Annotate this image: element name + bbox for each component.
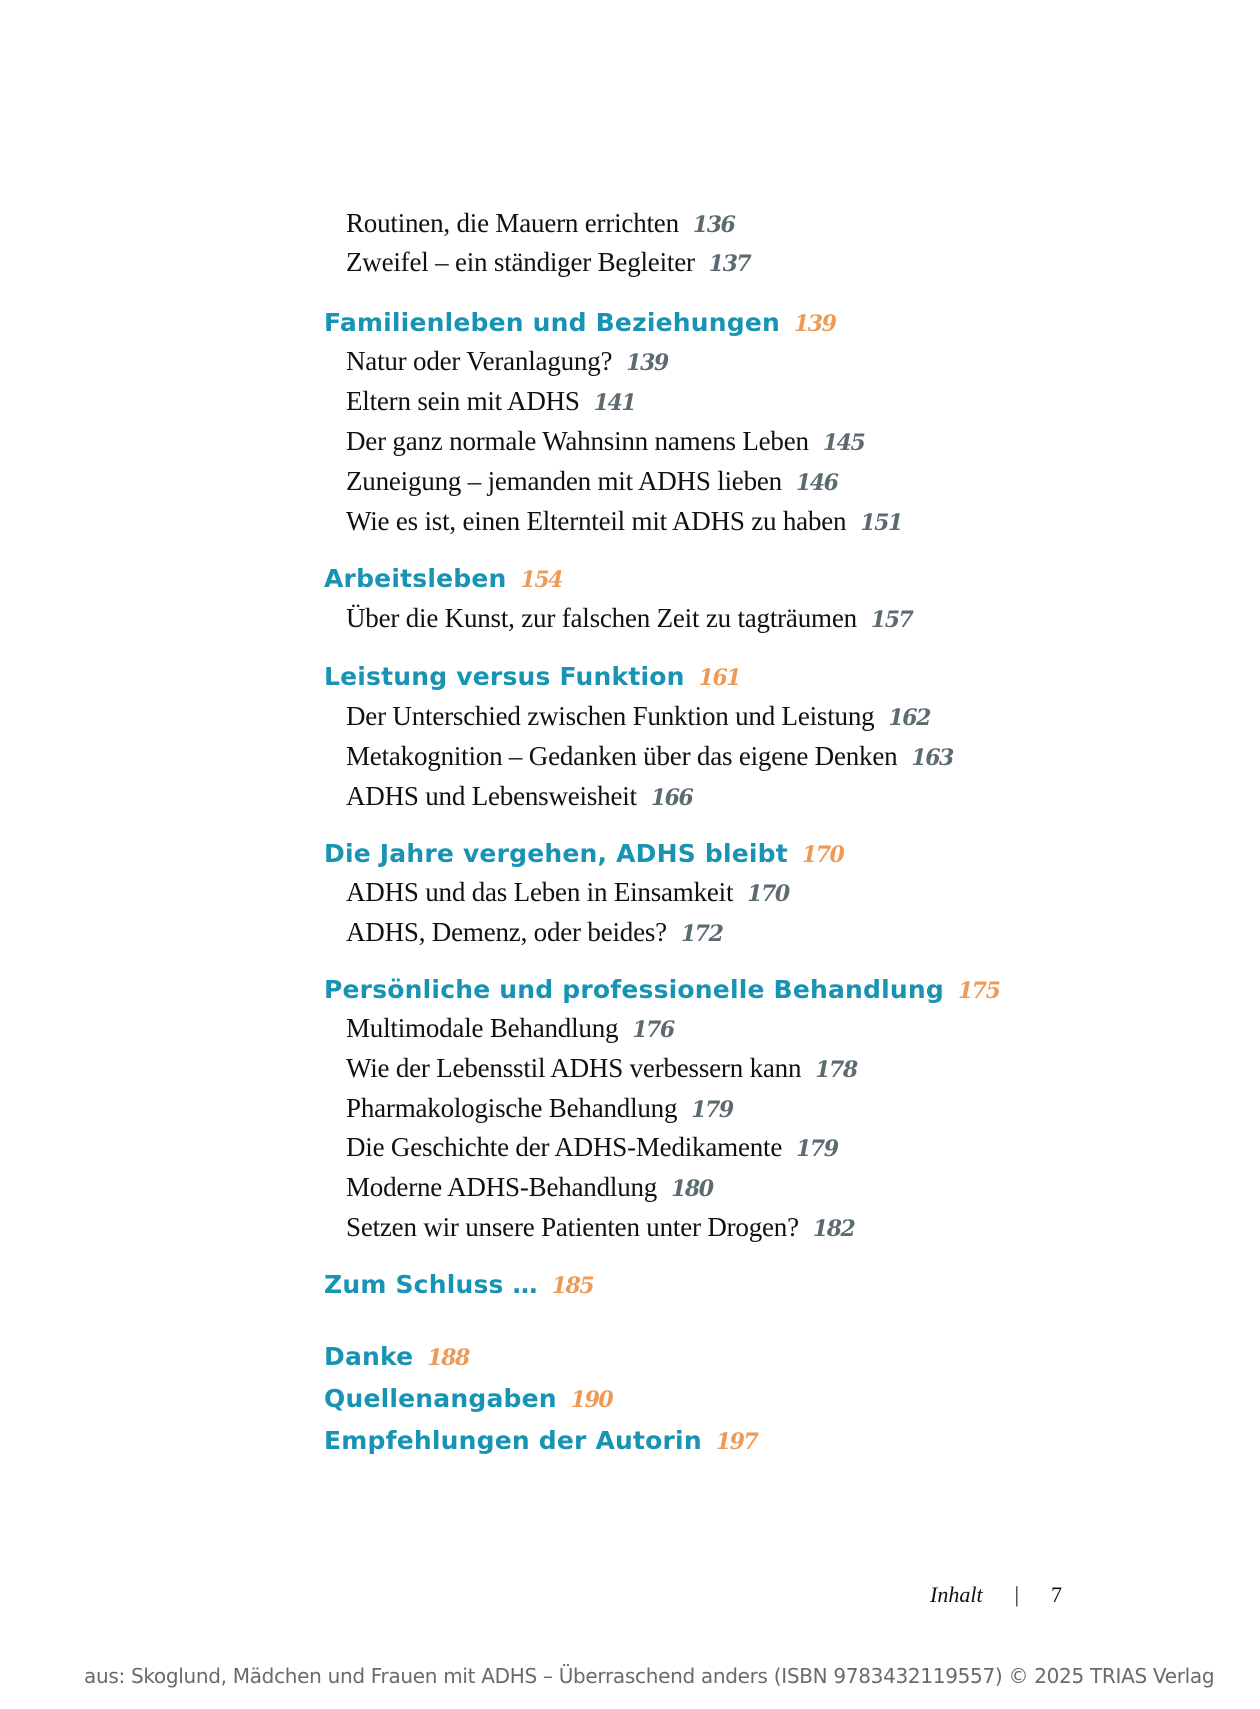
toc-entry-title: Wie es ist, einen Elternteil mit ADHS zu haben bbox=[346, 506, 847, 536]
toc-entry-page: 179 bbox=[796, 1136, 838, 1162]
toc-entry-title: ADHS, Demenz, oder beides? bbox=[346, 917, 667, 947]
toc-heading-title: Die Jahre vergehen, ADHS bleibt bbox=[324, 839, 788, 868]
toc-entry-page: 137 bbox=[708, 251, 751, 277]
footer-section-name: Inhalt bbox=[930, 1582, 983, 1607]
toc-heading bbox=[324, 1272, 593, 1297]
toc-entry-title: Der Unterschied zwischen Funktion und Leistung bbox=[346, 701, 875, 731]
running-footer bbox=[930, 1582, 1062, 1608]
toc-heading bbox=[324, 977, 999, 1002]
toc-heading-page: 139 bbox=[794, 311, 836, 337]
toc-entry-page: 172 bbox=[680, 921, 723, 947]
source-citation: aus: Skoglund, Mädchen und Frauen mit ADHS – Überraschend anders (ISBN 9783432119557) © 2025 TRIAS Verlag bbox=[84, 1664, 1215, 1688]
toc-entry-title: Eltern sein mit ADHS bbox=[346, 386, 580, 416]
toc-entry-page: 178 bbox=[815, 1057, 857, 1083]
toc-entry-page: 180 bbox=[671, 1176, 713, 1202]
toc-heading-page: 185 bbox=[551, 1273, 594, 1299]
toc-entry-page: 136 bbox=[692, 212, 735, 238]
toc-entry-title: Wie der Lebensstil ADHS verbessern kann bbox=[346, 1053, 802, 1083]
toc-heading bbox=[324, 1344, 469, 1369]
toc-entry-page: 141 bbox=[593, 390, 636, 416]
footer-page-number: 7 bbox=[1050, 1582, 1062, 1607]
toc-entry-page: 182 bbox=[812, 1216, 855, 1242]
toc-entry bbox=[346, 1134, 838, 1161]
toc-entry bbox=[346, 249, 750, 276]
toc-heading bbox=[324, 664, 740, 689]
toc-entry-page: 176 bbox=[632, 1017, 674, 1043]
toc-heading-page: 161 bbox=[698, 665, 741, 691]
toc-heading-page: 170 bbox=[801, 842, 844, 868]
toc-entry-title: Die Geschichte der ADHS-Medikamente bbox=[346, 1132, 783, 1162]
toc-entry bbox=[346, 919, 722, 946]
toc-entry-page: 162 bbox=[888, 705, 930, 731]
toc-heading-page: 190 bbox=[570, 1387, 613, 1413]
toc-entry-page: 166 bbox=[650, 785, 693, 811]
toc-entry-title: Routinen, die Mauern errichten bbox=[346, 208, 679, 238]
toc-entry-page: 139 bbox=[626, 350, 668, 376]
toc-entry-title: ADHS und das Leben in Einsamkeit bbox=[346, 877, 734, 907]
toc-entry-page: 163 bbox=[911, 745, 953, 771]
toc-entry-title: Zuneigung – jemanden mit ADHS lieben bbox=[346, 466, 782, 496]
toc-entry-title: Der ganz normale Wahnsinn namens Leben bbox=[346, 426, 809, 456]
toc-heading bbox=[324, 310, 835, 335]
toc-entry-title: Zweifel – ein ständiger Begleiter bbox=[346, 247, 695, 277]
toc-heading-title: Quellenangaben bbox=[324, 1384, 557, 1413]
toc-entry-title: Moderne ADHS-Behandlung bbox=[346, 1172, 658, 1202]
toc-heading-title: Zum Schluss … bbox=[324, 1270, 538, 1299]
toc-entry bbox=[346, 1015, 674, 1042]
toc-heading bbox=[324, 841, 843, 866]
toc-entry bbox=[346, 1214, 854, 1241]
toc-heading-page: 154 bbox=[520, 567, 562, 593]
toc-entry bbox=[346, 605, 912, 632]
toc-entry-title: ADHS und Lebensweisheit bbox=[346, 781, 637, 811]
toc-heading-title: Leistung versus Funktion bbox=[324, 662, 685, 691]
toc-entry bbox=[346, 210, 734, 237]
toc-heading-title: Persönliche und professionelle Behandlung bbox=[324, 975, 944, 1004]
toc-entry-title: Metakognition – Gedanken über das eigene Denken bbox=[346, 741, 898, 771]
toc-heading-title: Danke bbox=[324, 1342, 414, 1371]
toc-entry-page: 146 bbox=[795, 470, 838, 496]
toc-heading bbox=[324, 566, 562, 591]
toc-entry-page: 157 bbox=[870, 607, 913, 633]
toc-heading-title: Empfehlungen der Autorin bbox=[324, 1426, 702, 1455]
toc-entry bbox=[346, 348, 668, 375]
toc-heading-page: 175 bbox=[958, 978, 1000, 1004]
toc-entry bbox=[346, 468, 837, 495]
toc-entry bbox=[346, 388, 635, 415]
toc-entry bbox=[346, 428, 864, 455]
toc-entry-title: Setzen wir unsere Patienten unter Drogen? bbox=[346, 1212, 799, 1242]
toc-entry bbox=[346, 1174, 713, 1201]
footer-separator: | bbox=[1014, 1582, 1019, 1607]
toc-entry bbox=[346, 508, 902, 535]
toc-entry-page: 145 bbox=[822, 430, 865, 456]
toc-entry-title: Multimodale Behandlung bbox=[346, 1013, 619, 1043]
toc-entry bbox=[346, 743, 953, 770]
toc-entry-title: Über die Kunst, zur falschen Zeit zu tagträumen bbox=[346, 603, 857, 633]
toc-entry-title: Natur oder Veranlagung? bbox=[346, 346, 613, 376]
toc-entry bbox=[346, 1055, 857, 1082]
toc-entry-page: 170 bbox=[747, 881, 789, 907]
toc-heading bbox=[324, 1386, 612, 1411]
toc-entry-page: 151 bbox=[860, 510, 902, 536]
toc-heading-title: Familienleben und Beziehungen bbox=[324, 308, 780, 337]
toc-entry-title: Pharmakologische Behandlung bbox=[346, 1093, 678, 1123]
toc-entry bbox=[346, 703, 930, 730]
toc-entry bbox=[346, 879, 789, 906]
toc-heading-title: Arbeitsleben bbox=[324, 564, 507, 593]
toc-entry bbox=[346, 783, 692, 810]
toc-heading bbox=[324, 1428, 757, 1453]
toc-heading-page: 188 bbox=[427, 1345, 469, 1371]
toc-entry bbox=[346, 1095, 733, 1122]
toc-entry-page: 179 bbox=[691, 1097, 733, 1123]
toc-heading-page: 197 bbox=[715, 1429, 758, 1455]
